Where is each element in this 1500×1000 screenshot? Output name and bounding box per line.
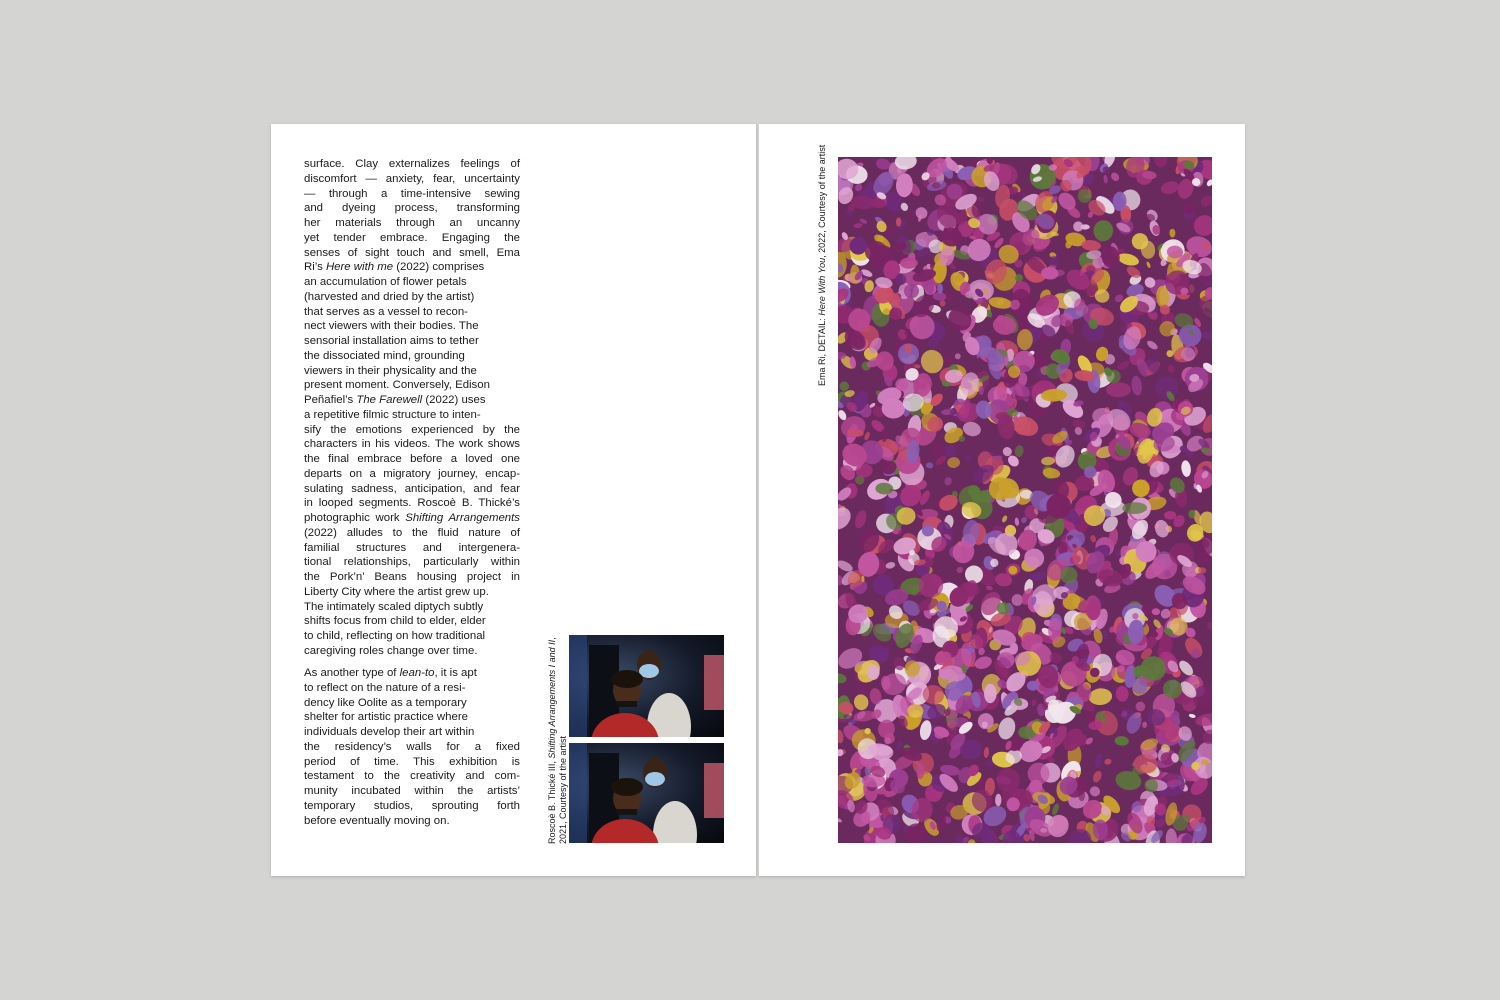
- text-line: tional relationships, particularly within: [304, 556, 520, 569]
- text-line: familial structures and intergenera-: [304, 541, 520, 554]
- portrait-photo-graphic: [569, 635, 724, 737]
- text-line: sify the emotions experienced by the: [304, 423, 520, 436]
- text-line: to reflect on the nature of a resi-: [304, 681, 466, 694]
- text-line: sulating sadness, anticipation, and fear: [304, 482, 520, 495]
- text-line: an accumulation of flower petals: [304, 276, 467, 288]
- photo-caption-line-1: Roscoè B. Thické III, Shifting Arrangements I and II,: [547, 637, 557, 844]
- text-line: testament to the creativity and com-: [304, 770, 520, 783]
- text-line: munity incubated within the artists’: [304, 785, 520, 797]
- text-line: period of time. This exhibition is: [304, 755, 520, 768]
- photo-caption: [547, 637, 569, 844]
- text-line: — through a time-intensive sewing: [304, 187, 520, 200]
- text-line: Liberty City where the artist grew up.: [304, 585, 489, 598]
- text-line: shelter for artistic practice where: [304, 711, 468, 724]
- paragraph-1: [304, 157, 520, 659]
- petals-texture: [838, 157, 1212, 843]
- portrait-photo-graphic: [569, 743, 724, 843]
- left-page: [271, 124, 756, 876]
- text-line: surface. Clay externalizes feelings of: [304, 158, 520, 170]
- text-line: and dyeing process, transforming: [304, 202, 520, 215]
- text-line: the Pork’n’ Beans housing project in: [304, 571, 520, 583]
- text-line: her materials through an uncanny: [304, 217, 520, 229]
- photo-caption-line-2: 2021, Courtesy of the artist: [558, 735, 568, 844]
- diptych-photo-top: [569, 635, 724, 737]
- text-line: a repetitive filmic structure to inten-: [304, 408, 481, 421]
- flower-image-caption: Ema Ri, DETAIL: Here With You, 2022, Courtesy of the artist: [817, 144, 827, 386]
- text-line: caregiving roles change over time.: [304, 644, 478, 657]
- text-line: photographic work Shifting Arrangements: [304, 512, 521, 524]
- text-line: (2022) alludes to the fluid nature of: [304, 526, 520, 539]
- text-line: (harvested and dried by the artist): [304, 290, 475, 303]
- text-line: individuals develop their art within: [304, 726, 475, 738]
- paragraph-2: [304, 666, 520, 828]
- text-line: yet tender embrace. Engaging the: [304, 231, 520, 244]
- text-line: The intimately scaled diptych subtly: [304, 600, 484, 613]
- diptych-photo-bottom: [569, 743, 724, 843]
- text-line: senses of sight touch and smell, Ema: [304, 246, 520, 259]
- text-line: sensorial installation aims to tether: [304, 335, 479, 347]
- text-line: that serves as a vessel to recon-: [304, 305, 468, 318]
- text-line: temporary studios, sprouting forth: [304, 799, 520, 812]
- text-line: the dissociated mind, grounding: [304, 349, 465, 362]
- flower-petals-image: [838, 157, 1212, 843]
- text-line: As another type of lean-to, it is apt: [304, 667, 477, 679]
- text-line: viewers in their physicality and the: [304, 364, 477, 377]
- text-line: the final embrace before a loved one: [304, 453, 520, 465]
- body-text: [304, 157, 520, 836]
- text-line: nect viewers with their bodies. The: [304, 320, 479, 333]
- text-line: departs on a migratory journey, encap-: [304, 467, 520, 480]
- text-line: the residency’s walls for a fixed: [304, 740, 520, 753]
- text-line: Peñafiel’s The Farewell (2022) uses: [304, 394, 486, 406]
- text-line: to child, reflecting on how traditional: [304, 630, 486, 642]
- text-line: present moment. Conversely, Edison: [304, 379, 490, 392]
- text-line: before eventually moving on.: [304, 814, 450, 827]
- text-line: discomfort — anxiety, fear, uncertainty: [304, 172, 520, 185]
- text-line: dency like Oolite as a temporary: [304, 696, 467, 709]
- text-line: shifts focus from child to elder, elder: [304, 615, 486, 628]
- text-line: characters in his videos. The work shows: [304, 438, 520, 451]
- text-line: Ri’s Here with me (2022) comprises: [304, 261, 485, 274]
- text-line: in looped segments. Roscoè B. Thické’s: [304, 497, 520, 510]
- right-page: [759, 124, 1245, 876]
